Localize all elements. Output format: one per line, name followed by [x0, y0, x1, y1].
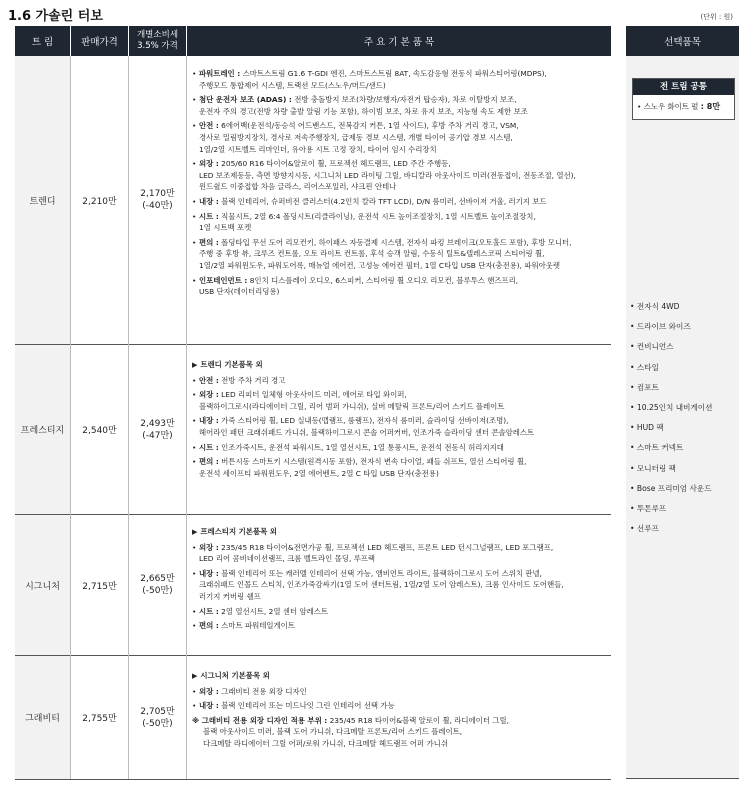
- header-price: 판매가격: [71, 26, 128, 56]
- option-item: • 투톤루프: [630, 504, 667, 514]
- feature-list-gravity: [192, 670, 612, 750]
- tax-price-value: 2,665만: [140, 574, 175, 584]
- feature-item: [192, 542, 612, 565]
- feature-label: 외장 :: [199, 390, 219, 400]
- feature-line: 2열 열선시트, 2열 센터 암레스트: [221, 606, 328, 616]
- feature-label: 내장 :: [199, 416, 219, 426]
- feature-item: [192, 686, 612, 698]
- feature-line: 그래비티 전용 외장 디자인: [221, 686, 307, 696]
- gravity-design-note: [192, 715, 612, 750]
- feature-label: 내장 :: [199, 196, 219, 206]
- feature-line: LED 보조제동등, 측면 방향지시등, 시그니처 LED 라이팅 그릴, 바디칼라 아웃사이드 미러(전동접이, 전동조절, 열선),: [199, 170, 576, 180]
- trim-tax-price: [129, 345, 186, 514]
- header-tax-line1: 개별소비세: [136, 30, 179, 40]
- tax-price-diff: (-40만): [142, 201, 173, 211]
- option-item: • 스마트 커넥트: [630, 443, 684, 453]
- feature-line: 운전석 세이프티 파워윈도우, 2열 에어벤트, 2열 C 타입 USB 단자(충전용): [199, 468, 439, 478]
- feature-item: [192, 275, 612, 298]
- option-item: • 컨비니언스: [630, 342, 674, 352]
- feature-item: [192, 120, 612, 155]
- trim-tax-price: [129, 656, 186, 779]
- feature-line: 가죽 스티어링 휠, LED 실내등(맵램프, 룸램프), 전자식 룸미러, 슬라이딩 선바이저(조명),: [221, 416, 509, 426]
- header-tax-price: [129, 26, 186, 56]
- option-item: • 스타일: [630, 362, 659, 372]
- feature-label: 내장 :: [199, 568, 219, 578]
- common-title: 전 트림 공통: [633, 79, 734, 95]
- note-line: 다크메탈 라디에이터 그릴 어퍼/로워 가니쉬, 다크메탈 헤드램프 어퍼 가니쉬: [203, 738, 448, 748]
- feature-list-prestige: [192, 359, 612, 482]
- option-list: [630, 297, 740, 539]
- feature-line: 경사로 밀림방지장치, 경사로 저속주행장치, 급제동 경보 시스템, 개별 타이어 공기압 경보 시스템,: [199, 132, 513, 142]
- feature-item: [192, 442, 612, 454]
- feature-line: 폴딩타입 무선 도어 리모컨키, 하이패스 자동결제 시스템, 전자식 파킹 브레이크(오토홀드 포함), 후방 모니터,: [221, 237, 572, 247]
- feature-label: 편의 :: [199, 237, 219, 247]
- feature-line: 스마트 파워테일게이트: [221, 621, 295, 631]
- feature-line: 1열/2열 시트벨트 리마인더, 유아용 시트 고정 장치, 타이어 임시 수리장치: [199, 144, 437, 154]
- feature-line: 전방 주차 거리 경고: [221, 375, 286, 385]
- triangle-icon: ▶: [192, 672, 198, 680]
- option-item: • Bose 프리미엄 사운드: [630, 483, 712, 493]
- trim-name: 트렌디: [15, 56, 70, 344]
- feature-item: [192, 375, 612, 387]
- feature-line: 주행모드 통합제어 시스템, 트랙션 모드(스노우/머드/샌드): [199, 80, 386, 90]
- header-trim: 트 림: [15, 26, 70, 56]
- feature-label: 편의 :: [199, 457, 219, 467]
- feature-list-trendy: [192, 68, 612, 301]
- tax-price-diff: (-50만): [142, 718, 173, 729]
- note-line: 235/45 R18 타이어&블랙 알로이 휠, 라디에이터 그릴,: [329, 715, 509, 725]
- feature-line: USB 단자(데이터리딩용): [199, 287, 280, 297]
- trim-name: 프레스티지: [15, 345, 70, 514]
- feature-label: 내장 :: [199, 701, 219, 711]
- feature-label: 인포테인먼트 :: [199, 275, 248, 285]
- trim-tax-price: [129, 56, 186, 344]
- triangle-icon: ▶: [192, 528, 198, 536]
- option-item: • 모니터링 팩: [630, 463, 676, 473]
- feature-label: 시트 :: [199, 442, 219, 452]
- feature-label: 안전 :: [199, 375, 219, 385]
- feature-item: [192, 568, 612, 603]
- trim-tax-price: [129, 515, 186, 655]
- note-label: ※ 그래비티 전용 외장 디자인 적용 부위 :: [192, 715, 328, 725]
- feature-line: 8인치 디스플레이 오디오, 6스피커, 스티어링 휠 오디오 리모컨, 블루투스 핸즈프리,: [249, 275, 519, 285]
- option-item: • 컴포트: [630, 382, 659, 392]
- base-note: ▶ 트렌디 기본품목 외: [192, 360, 263, 369]
- feature-label: 첨단 운전자 보조 (ADAS) :: [199, 95, 292, 105]
- feature-line: 크래쉬패드 인몰드 스티치, 인조가죽감싸기(1열 도어 센터트림, 1열/2열 도어 암레스트), 크롬 인사이드 도어핸들,: [199, 580, 564, 590]
- feature-line: 직물시트, 2열 6:4 폴딩시트(리클라이닝), 운전석 시트 높이조절장치, 1열 시트벨트 높이조절장치,: [221, 211, 536, 221]
- feature-item: [192, 237, 612, 272]
- page-title: 1.6 가솔린 터보: [8, 9, 103, 24]
- feature-label: 시트 :: [199, 211, 219, 221]
- trim-price: 2,715만: [82, 581, 117, 592]
- feature-item: [192, 94, 612, 117]
- feature-label: 편의 :: [199, 621, 219, 631]
- feature-item: [192, 68, 612, 91]
- feature-line: LED 리어 콤비네이션램프, 크롬 벨트라인 몰딩, 루프랙: [199, 554, 376, 564]
- feature-line: 1열 시트백 포켓: [199, 223, 252, 233]
- feature-label: 외장 :: [199, 159, 219, 169]
- feature-item: [192, 196, 612, 208]
- option-item: • 전자식 4WD: [630, 302, 680, 311]
- feature-line: 러기지 커버링 쉘프: [199, 591, 261, 601]
- feature-label: 안전 :: [199, 121, 219, 131]
- header-options: 선택품목: [626, 26, 739, 56]
- feature-line: 헤어라인 패턴 크래쉬패드 가니쉬, 블랙하이그로시 콘솔 어퍼커버, 인조가죽 슬라이딩 센터 콘솔암레스트: [199, 427, 535, 437]
- tax-price-value: 2,170만: [140, 189, 175, 199]
- note-line: 블랙 아웃사이드 미러, 블랙 도어 가니쉬, 다크메탈 프론트/리어 스키드 플레이트,: [203, 727, 463, 737]
- feature-line: 블랙 인테리어 또는 미드나잇 그린 인테리어 선택 가능: [221, 701, 395, 711]
- tax-price-diff: (-47만): [142, 430, 173, 441]
- triangle-icon: ▶: [192, 361, 198, 369]
- feature-line: LED 리피터 일체형 아웃사이드 미러, 에어로 타입 와이퍼,: [221, 390, 407, 400]
- feature-line: 주행 중 후방 뷰, 크루즈 컨트롤, 오토 라이트 컨트롤, 후석 승객 알림, 수동식 틸트&텔레스코픽 스티어링 휠,: [199, 249, 545, 259]
- tax-price-value: 2,493만: [140, 418, 175, 429]
- common-item-price: : 8만: [700, 102, 721, 111]
- common-options-box: [632, 78, 735, 120]
- feature-line: 인조가죽시트, 운전석 파워시트, 1열 열선시트, 1열 통풍시트, 운전석 전동식 허리지지대: [221, 442, 504, 452]
- feature-label: 외장 :: [199, 686, 219, 696]
- feature-item: [192, 700, 612, 712]
- trim-price: 2,210만: [82, 196, 117, 207]
- feature-label: 외장 :: [199, 542, 219, 552]
- feature-list-signature: [192, 526, 612, 635]
- trim-price: 2,540만: [82, 426, 117, 436]
- option-item: • 드라이브 와이즈: [630, 322, 691, 332]
- feature-line: 205/60 R16 타이어&알로이 휠, 프로젝션 헤드램프, LED 주간 주행등,: [221, 159, 451, 169]
- column-divider: [186, 56, 187, 779]
- header-tax-line2: 3.5% 가격: [137, 41, 178, 51]
- feature-line: 운전자 주의 경고(전방 차량 출발 알림 기능 포함), 하이빔 보조, 차로 유지 보조, 지능형 속도 제한 보조: [199, 106, 528, 116]
- trim-name: 그래비티: [15, 656, 70, 779]
- option-item: • 10.25인치 내비게이션: [630, 403, 713, 413]
- unit-note: (단위 : 원): [700, 13, 733, 21]
- base-note: ▶ 시그니처 기본품목 외: [192, 671, 270, 680]
- feature-item: [192, 211, 612, 234]
- feature-line: 블랙하이그로시(라디에이터 그릴, 리어 범퍼 가니쉬), 실버 메탈릭 프론트/리어 스키드 플레이트: [199, 401, 505, 411]
- feature-item: [192, 456, 612, 479]
- tax-price-diff: (-50만): [142, 586, 173, 596]
- feature-line: 블랙 인테리어, 슈퍼비전 클러스터(4.2인치 칼라 TFT LCD), D/N 룸미러, 선바이저 거울, 러기지 보드: [221, 196, 547, 206]
- feature-line: 전방 충돌방지 보조(차량/보행자/자전거 탑승자), 차로 이탈방지 보조,: [294, 95, 517, 105]
- option-item: • HUD 팩: [630, 423, 664, 433]
- feature-line: 윈드쉴드 이중접합 차음 글라스, 리어스포일러, 샤크핀 안테나: [199, 182, 397, 192]
- option-item: • 선루프: [630, 524, 659, 534]
- feature-item: [192, 158, 612, 193]
- trim-name: 시그니처: [15, 515, 70, 655]
- feature-line: 235/45 R18 타이어&전면가공 휠, 프로젝션 LED 헤드램프, 프론트 LED 턴시그널램프, LED 포그램프,: [221, 542, 554, 552]
- feature-line: 6에어백(운전석/동승석 어드밴스드, 전복감지 커튼, 1열 사이드), 후방 주차 거리 경고, VSM,: [221, 121, 519, 131]
- feature-label: 파워트레인 :: [199, 69, 241, 78]
- feature-item: [192, 389, 612, 412]
- common-item: • 스노우 화이트 펄 : 8만: [637, 102, 721, 111]
- base-note: ▶ 프레스티지 기본품목 외: [192, 527, 277, 536]
- feature-line: 1열/2열 파워윈도우, 파워도어록, 매뉴얼 에어컨, 고성능 에어컨 필터, 1열 C타입 USB 단자(충전용), 파워아웃렛: [199, 260, 561, 270]
- header-features: 주 요 기 본 품 목: [187, 26, 611, 56]
- feature-line: 스마트스트림 G1.6 T-GDI 엔진, 스마트스트림 8AT, 속도감응형 전동식 파워스티어링(MDPS),: [242, 69, 547, 78]
- trim-price: 2,755만: [82, 714, 117, 724]
- tax-price-value: 2,705만: [140, 706, 175, 717]
- feature-item: [192, 620, 612, 632]
- feature-line: 버튼시동 스마트키 시스템(원격시동 포함), 전자식 변속 다이얼, 패들 쉬프트, 열선 스티어링 휠,: [221, 457, 527, 467]
- common-item-name: 스노우 화이트 펄: [643, 102, 699, 111]
- feature-item: [192, 606, 612, 618]
- feature-item: [192, 415, 612, 438]
- feature-label: 시트 :: [199, 606, 219, 616]
- feature-line: 블랙 인테리어 또는 캐러멜 인테리어 선택 가능, 앰비언트 라이트, 블랙하이그로시 도어 스위치 판넬,: [221, 568, 542, 578]
